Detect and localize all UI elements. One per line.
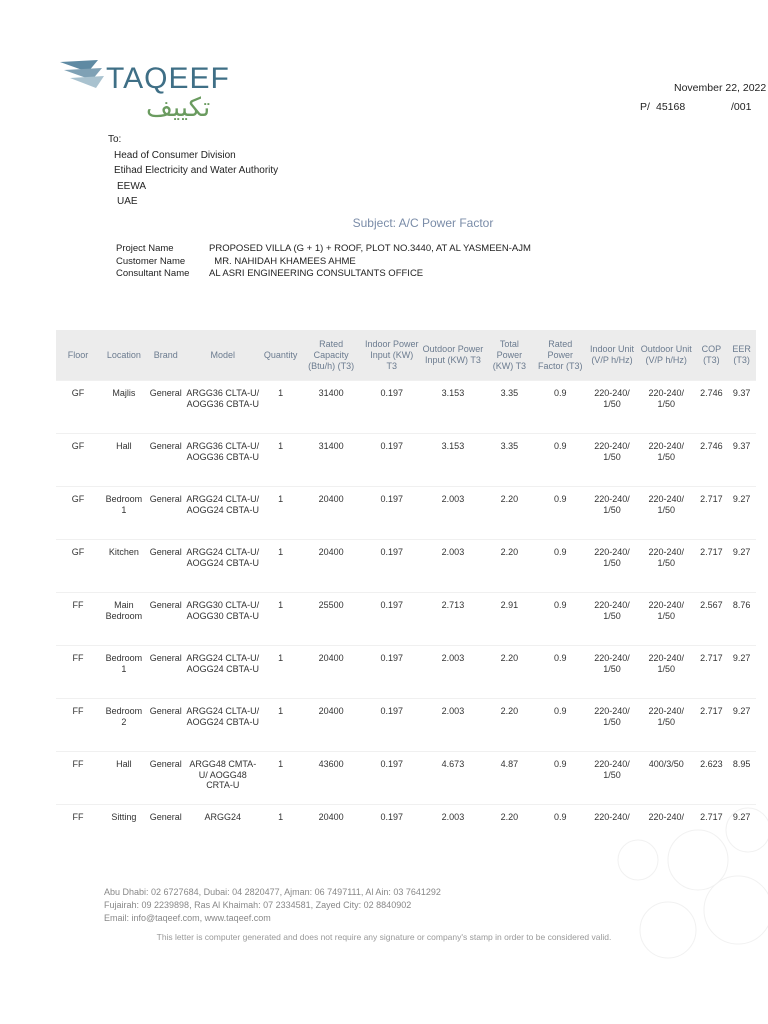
table-cell: Bedroom 1 [100, 646, 148, 699]
project-row [116, 268, 531, 281]
table-cell: FF [56, 752, 100, 805]
table-row [56, 752, 756, 805]
table-cell: General [148, 381, 184, 434]
footer-line: Email: info@taqeef.com, www.taqeef.com [104, 913, 271, 923]
table-cell: Bedroom 1 [100, 487, 148, 540]
table-cell: 0.197 [363, 434, 421, 487]
table-cell: FF [56, 805, 100, 831]
project-value: MR. NAHIDAH KHAMEES AHME [209, 255, 356, 267]
table-cell: 43600 [299, 752, 363, 805]
table-cell: 2.746 [696, 381, 728, 434]
project-info [116, 243, 531, 281]
table-cell: General [148, 593, 184, 646]
column-header: Brand [148, 330, 184, 381]
table-cell: 2.20 [485, 487, 533, 540]
column-header: Quantity [262, 330, 300, 381]
table-cell: 220-240/ [587, 805, 637, 831]
logo-text-en: TAQEEF [106, 62, 230, 95]
table-cell: 1 [262, 752, 300, 805]
column-header: Location [100, 330, 148, 381]
footer-note: This letter is computer generated and does not require any signature or company's stamp in order to be considered valid. [156, 932, 612, 942]
table-cell: Hall [100, 752, 148, 805]
table-cell: 0.9 [534, 540, 588, 593]
table-cell: 2.717 [696, 487, 728, 540]
table-cell: FF [56, 593, 100, 646]
table-cell: 2.717 [696, 540, 728, 593]
table-cell: 220-240/ 1/50 [587, 646, 637, 699]
table-cell: 20400 [299, 805, 363, 831]
table-cell: 2.717 [696, 805, 728, 831]
table-cell: 0.197 [363, 699, 421, 752]
ac-units-table [56, 330, 756, 830]
column-header: Outdoor Power Input (KW) T3 [421, 330, 486, 381]
table-cell: FF [56, 699, 100, 752]
table-cell: ARGG36 CLTA-U/ AOGG36 CBTA-U [184, 381, 262, 434]
table-cell: 4.673 [421, 752, 486, 805]
table-cell: 0.9 [534, 646, 588, 699]
table-row [56, 646, 756, 699]
table-cell: 9.27 [727, 699, 756, 752]
table-cell: 2.003 [421, 487, 486, 540]
table-cell: 0.197 [363, 593, 421, 646]
table-cell: 220-240/ 1/50 [587, 699, 637, 752]
table-cell: 220-240/ 1/50 [637, 593, 696, 646]
table-cell: 9.27 [727, 540, 756, 593]
table-cell: 0.197 [363, 540, 421, 593]
table-cell: 4.87 [485, 752, 533, 805]
table-cell: 2.003 [421, 540, 486, 593]
table-cell: 9.37 [727, 434, 756, 487]
column-header: EER (T3) [727, 330, 756, 381]
table-cell: ARGG30 CLTA-U/ AOGG30 CBTA-U [184, 593, 262, 646]
table-cell: Main Bedroom [100, 593, 148, 646]
table-cell: ARGG48 CMTA-U/ AOGG48 CRTA-U [184, 752, 262, 805]
recipient-line: Etihad Electricity and Water Authority [114, 165, 279, 176]
table-cell: 2.567 [696, 593, 728, 646]
table-cell: 9.37 [727, 381, 756, 434]
table-cell: ARGG24 CLTA-U/ AOGG24 CBTA-U [184, 646, 262, 699]
table-cell: 31400 [299, 434, 363, 487]
table-cell: Hall [100, 434, 148, 487]
table-cell: 31400 [299, 381, 363, 434]
table-cell: 220-240/ 1/50 [587, 593, 637, 646]
table-cell: 0.197 [363, 752, 421, 805]
column-header: Model [184, 330, 262, 381]
table-cell: 0.9 [534, 381, 588, 434]
table-cell: 0.9 [534, 805, 588, 831]
table-cell: 2.623 [696, 752, 728, 805]
table-cell: 2.20 [485, 540, 533, 593]
column-header: Outdoor Unit (V/P h/Hz) [637, 330, 696, 381]
to-label: To: [108, 134, 122, 145]
table-cell: 1 [262, 434, 300, 487]
table-cell: 1 [262, 540, 300, 593]
project-key: Project Name [116, 243, 174, 254]
table-cell: 9.27 [727, 646, 756, 699]
project-key: Customer Name [116, 255, 186, 267]
table-cell: 2.20 [485, 646, 533, 699]
table-cell: Majlis [100, 381, 148, 434]
table-cell: 20400 [299, 699, 363, 752]
table-header-row [56, 330, 756, 381]
column-header: COP (T3) [696, 330, 728, 381]
table-cell: 20400 [299, 646, 363, 699]
table-cell: 8.95 [727, 752, 756, 805]
table-cell: 0.197 [363, 646, 421, 699]
table-cell: 2.20 [485, 805, 533, 831]
column-header: Rated Capacity (Btu/h) (T3) [299, 330, 363, 381]
table-cell: 220-240/ 1/50 [637, 434, 696, 487]
table-cell: 220-240/ 1/50 [637, 540, 696, 593]
table-row [56, 540, 756, 593]
decorative-pattern [548, 800, 768, 980]
table-cell: 1 [262, 805, 300, 831]
table-cell: General [148, 646, 184, 699]
table-cell: 0.197 [363, 381, 421, 434]
table-cell: GF [56, 540, 100, 593]
recipient-line: UAE [117, 196, 138, 207]
column-header: Floor [56, 330, 100, 381]
column-header: Total Power (KW) T3 [485, 330, 533, 381]
table-cell: 2.20 [485, 699, 533, 752]
footer-contacts [104, 886, 441, 925]
column-header: Indoor Power Input (KW) T3 [363, 330, 421, 381]
letter-subject: Subject: A/C Power Factor [352, 216, 494, 230]
table-cell: ARGG24 [184, 805, 262, 831]
table-row [56, 699, 756, 752]
table-cell: 0.9 [534, 699, 588, 752]
table-cell: GF [56, 434, 100, 487]
table-cell: 1 [262, 487, 300, 540]
table-row [56, 381, 756, 434]
logo-text-ar: تكييف [146, 92, 211, 122]
project-row [116, 243, 531, 256]
table-cell: 220-240/ 1/50 [587, 752, 637, 805]
recipient-line: Head of Consumer Division [114, 149, 236, 161]
table-cell: ARGG36 CLTA-U/ AOGG36 CBTA-U [184, 434, 262, 487]
footer-line: Fujairah: 09 2239898, Ras Al Khaimah: 07 2334581, Zayed City: 02 8840902 [104, 900, 412, 910]
table-cell: 0.9 [534, 487, 588, 540]
table-cell: 25500 [299, 593, 363, 646]
table-cell: FF [56, 646, 100, 699]
column-header: Indoor Unit (V/P h/Hz) [587, 330, 637, 381]
table-cell: GF [56, 381, 100, 434]
table-body [56, 381, 756, 831]
table-cell: General [148, 434, 184, 487]
footer-line: Abu Dhabi: 02 6727684, Dubai: 04 2820477, Ajman: 06 7497111, Al Ain: 03 7641292 [104, 887, 441, 897]
table-cell: 2.717 [696, 646, 728, 699]
table-cell: Bedroom 2 [100, 699, 148, 752]
ref-number: 45168 [656, 101, 686, 113]
project-value: PROPOSED VILLA (G + 1) + ROOF, PLOT NO.3440, AT AL YASMEEN-AJM [209, 243, 531, 254]
table-cell: 2.003 [421, 699, 486, 752]
table-cell: 1 [262, 646, 300, 699]
table-cell: 2.003 [421, 805, 486, 831]
table-cell: Kitchen [100, 540, 148, 593]
table-cell: Sitting [100, 805, 148, 831]
table-row [56, 593, 756, 646]
table-cell: General [148, 805, 184, 831]
table-cell: 220-240/ 1/50 [587, 540, 637, 593]
table-cell: 3.35 [485, 434, 533, 487]
project-row [116, 256, 531, 269]
table-cell: 9.27 [727, 487, 756, 540]
project-key: Consultant Name [116, 268, 190, 279]
project-value: AL ASRI ENGINEERING CONSULTANTS OFFICE [209, 268, 424, 279]
table-cell: 2.746 [696, 434, 728, 487]
table-cell: 220-240/ 1/50 [587, 381, 637, 434]
recipient-block [108, 132, 278, 210]
table-cell: ARGG24 CLTA-U/ AOGG24 CBTA-U [184, 487, 262, 540]
recipient-line: EEWA [117, 180, 147, 192]
table-cell: 1 [262, 593, 300, 646]
table-cell: 220-240/ 1/50 [637, 646, 696, 699]
table-cell: 220-240/ 1/50 [587, 434, 637, 487]
table-cell: 220-240/ 1/50 [637, 487, 696, 540]
table-cell: ARGG24 CLTA-U/ AOGG24 CBTA-U [184, 699, 262, 752]
table-cell: 1 [262, 381, 300, 434]
company-logo [58, 52, 233, 122]
ref-prefix: P/ [640, 101, 650, 113]
table-cell: 220-240/ 1/50 [587, 487, 637, 540]
table-cell: 220-240/ [637, 805, 696, 831]
table-cell: 2.717 [696, 699, 728, 752]
table-cell: 8.76 [727, 593, 756, 646]
table-cell: General [148, 487, 184, 540]
table-cell: 400/3/50 [637, 752, 696, 805]
table-cell: 0.9 [534, 593, 588, 646]
ref-suffix: /001 [731, 101, 752, 113]
table-row [56, 487, 756, 540]
table-cell: General [148, 752, 184, 805]
table-cell: 20400 [299, 487, 363, 540]
table-cell: 2.713 [421, 593, 486, 646]
letter-date: November 22, 2022 [674, 82, 767, 94]
table-cell: 0.9 [534, 752, 588, 805]
table-cell: 0.197 [363, 487, 421, 540]
table-cell: 3.153 [421, 434, 486, 487]
table-cell: 1 [262, 699, 300, 752]
table-cell: 2.91 [485, 593, 533, 646]
table-cell: 9.27 [727, 805, 756, 831]
table-cell: 220-240/ 1/50 [637, 381, 696, 434]
column-header: Rated Power Factor (T3) [534, 330, 588, 381]
table-cell: 220-240/ 1/50 [637, 699, 696, 752]
table-cell: General [148, 540, 184, 593]
table-row [56, 434, 756, 487]
table-cell: ARGG24 CLTA-U/ AOGG24 CBTA-U [184, 540, 262, 593]
table-cell: 3.35 [485, 381, 533, 434]
table-cell: 0.197 [363, 805, 421, 831]
table-cell: 3.153 [421, 381, 486, 434]
table-cell: General [148, 699, 184, 752]
table-cell: 0.9 [534, 434, 588, 487]
table-cell: 2.003 [421, 646, 486, 699]
table-cell: 20400 [299, 540, 363, 593]
table-cell: GF [56, 487, 100, 540]
